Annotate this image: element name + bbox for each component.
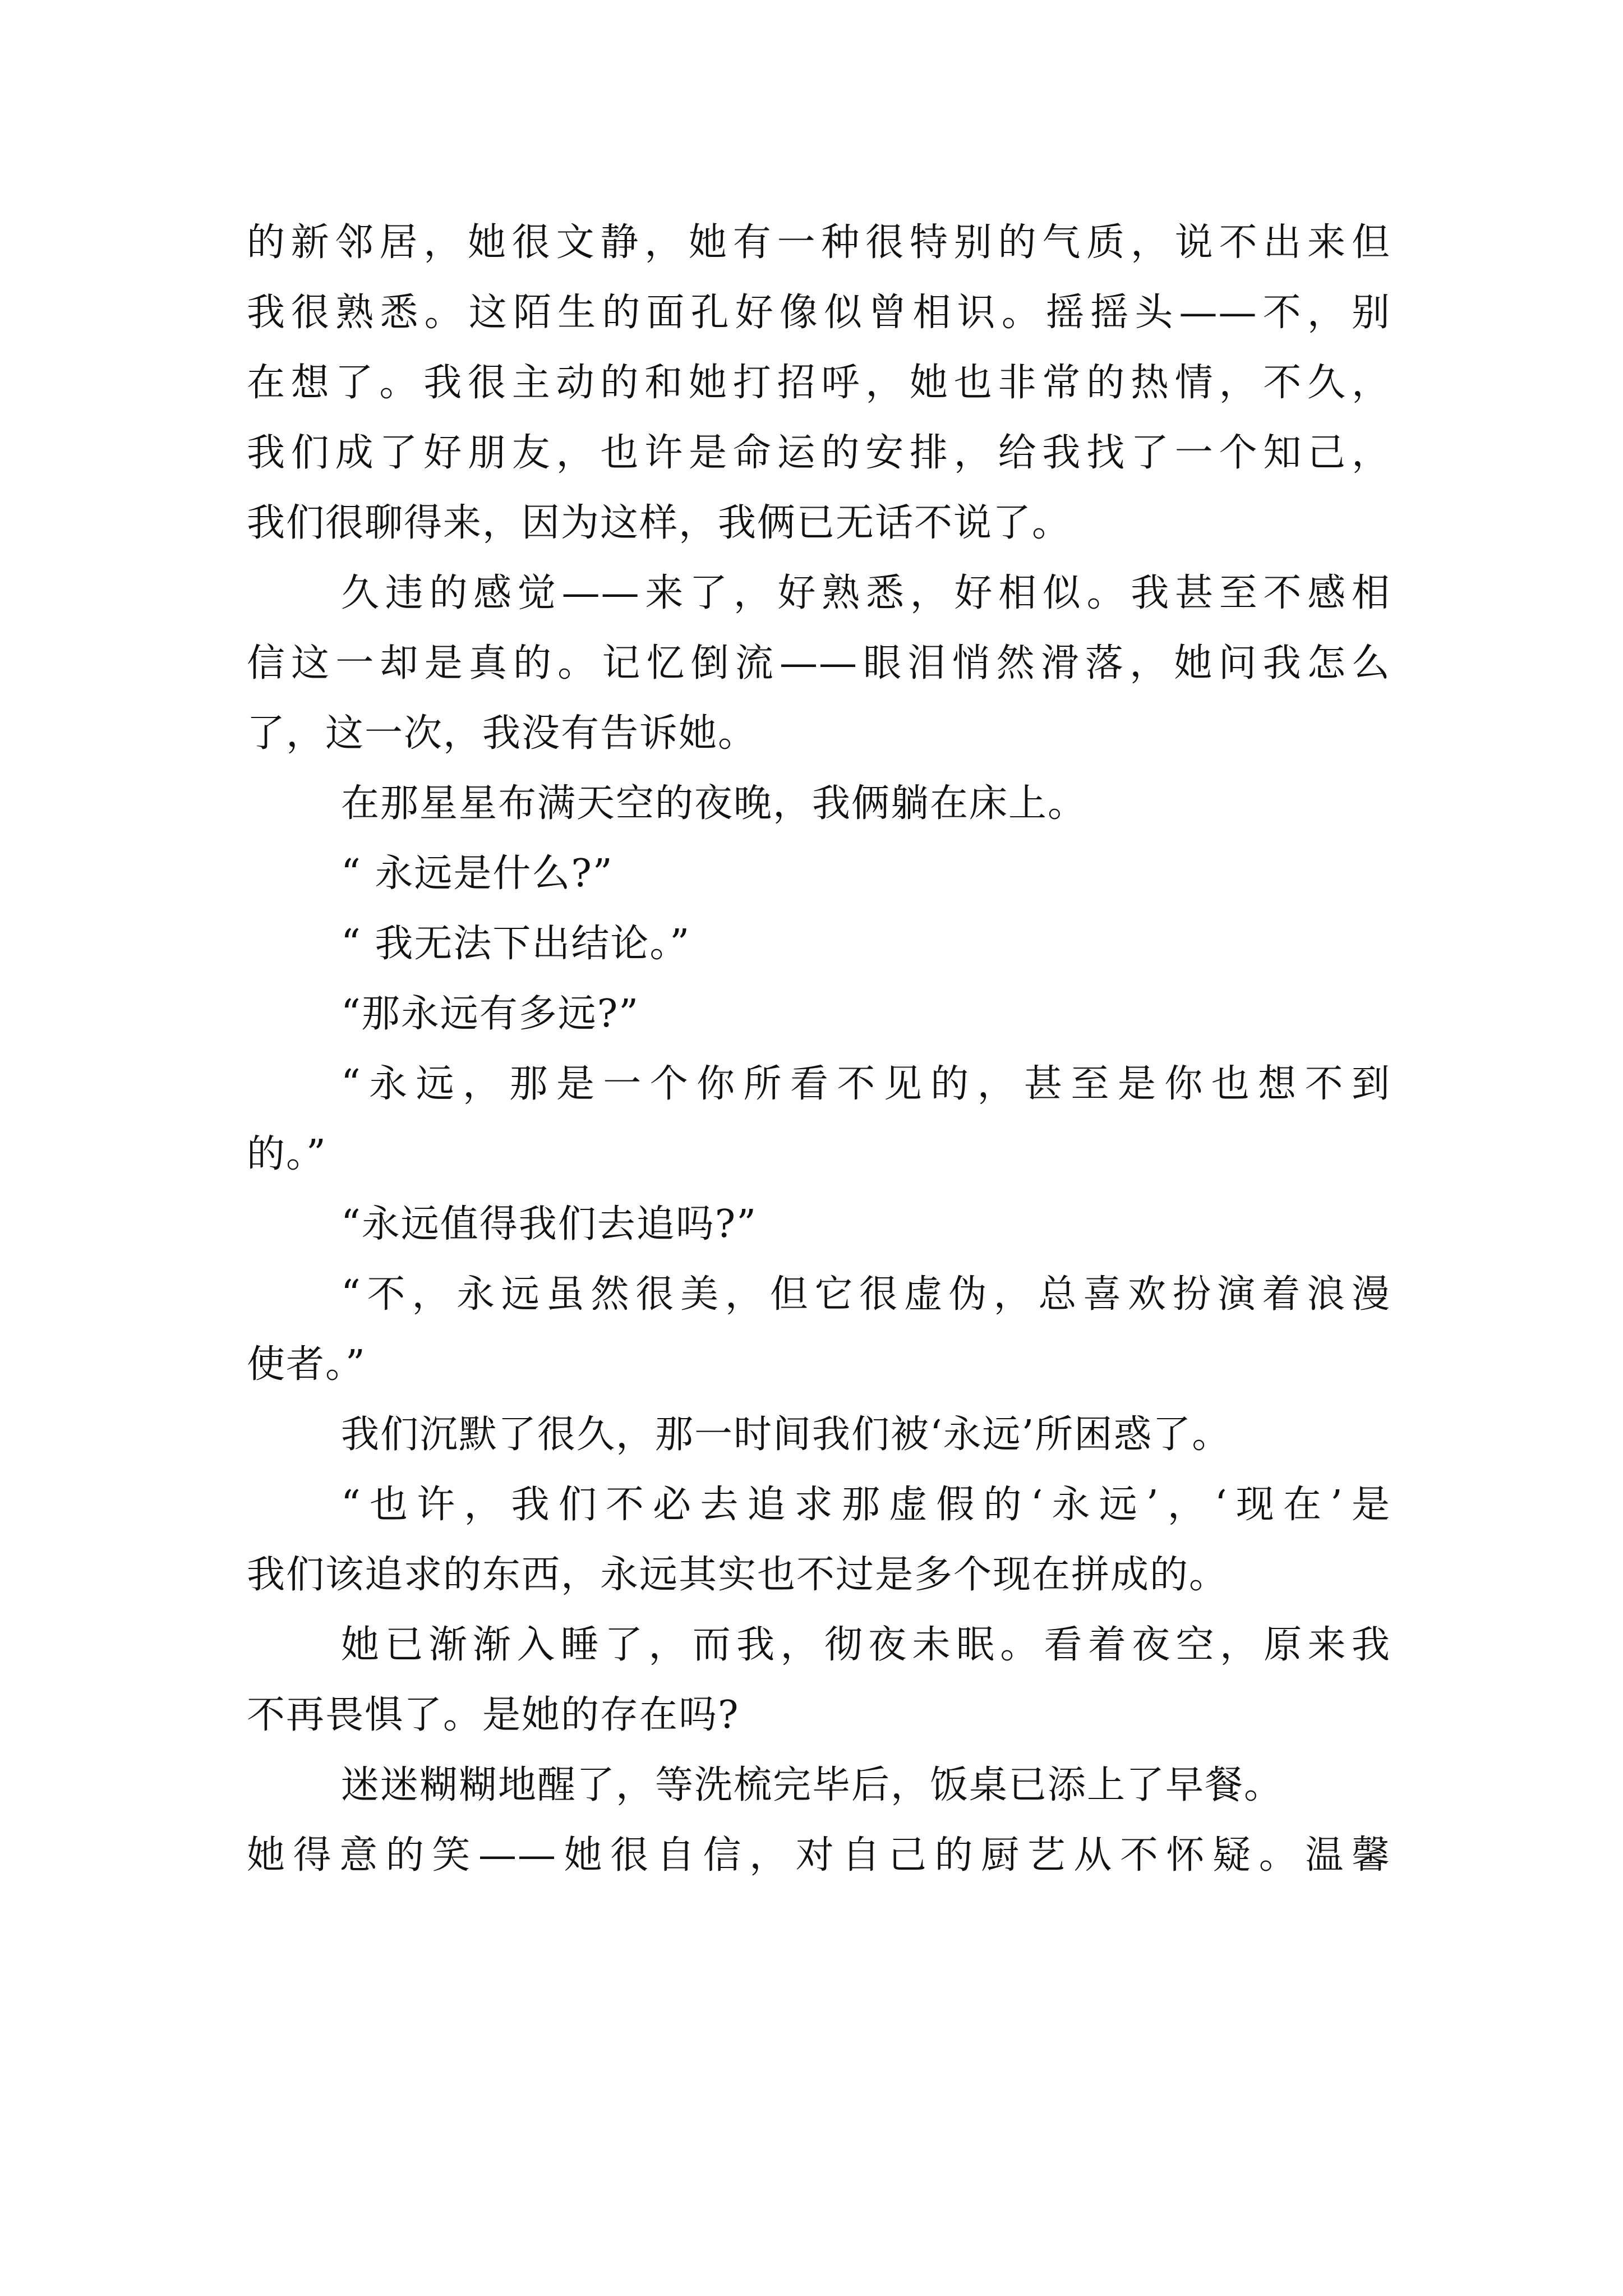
dialogue-line: “不，永远虽然很美，但它很虚伪，总喜欢扮演着浪漫	[341, 1272, 1391, 1317]
text-line: 她得意的笑——她很自信，对自己的厨艺从不怀疑。温馨	[247, 1833, 1391, 1878]
paragraph-start-line: 我们沉默了很久，那一时间我们被‘永远’所困惑了。	[341, 1412, 1232, 1457]
dialogue-line: “ 永远是什么?”	[341, 852, 614, 896]
text-line: 我们很聊得来，因为这样，我俩已无话不说了。	[247, 501, 1072, 545]
text-line: 我很熟悉。这陌生的面孔好像似曾相识。摇摇头——不，别	[247, 291, 1391, 335]
paragraph-start-line: 在那星星布满天空的夜晚，我俩躺在床上。	[341, 781, 1087, 826]
dialogue-line: “那永远有多远?”	[341, 992, 639, 1036]
text-line: 的。”	[247, 1132, 327, 1176]
body-text	[247, 208, 1391, 1890]
text-line: 的新邻居，她很文静，她有一种很特别的气质，说不出来但	[247, 220, 1391, 265]
dialogue-line: “永远值得我们去追吗?”	[341, 1202, 757, 1246]
text-line: 在想了。我很主动的和她打招呼，她也非常的热情，不久，	[247, 361, 1391, 405]
text-line: 不再畏惧了。是她的存在吗?	[247, 1693, 740, 1737]
paragraph-start-line: 久违的感觉——来了，好熟悉，好相似。我甚至不感相	[341, 571, 1391, 615]
paragraph-start-line: 她已渐渐入睡了，而我，彻夜未眠。看着夜空，原来我	[341, 1623, 1391, 1667]
text-line: 我们该追求的东西，永远其实也不过是多个现在拼成的。	[247, 1553, 1229, 1597]
paragraph-start-line: 迷迷糊糊地醒了，等洗梳完毕后，饭桌已添上了早餐。	[341, 1763, 1284, 1807]
dialogue-line: “也许，我们不必去追求那虚假的‘永远’，‘现在’是	[341, 1483, 1391, 1527]
text-line: 使者。”	[247, 1342, 366, 1387]
text-line: 我们成了好朋友，也许是命运的安排，给我找了一个知己，	[247, 431, 1391, 475]
dialogue-line: “ 我无法下出结论。”	[341, 922, 691, 966]
dialogue-line: “永远，那是一个你所看不见的，甚至是你也想不到	[341, 1062, 1391, 1106]
text-line: 了，这一次，我没有告诉她。	[247, 711, 758, 756]
text-line: 信这一却是真的。记忆倒流——眼泪悄然滑落，她问我怎么	[247, 641, 1391, 685]
